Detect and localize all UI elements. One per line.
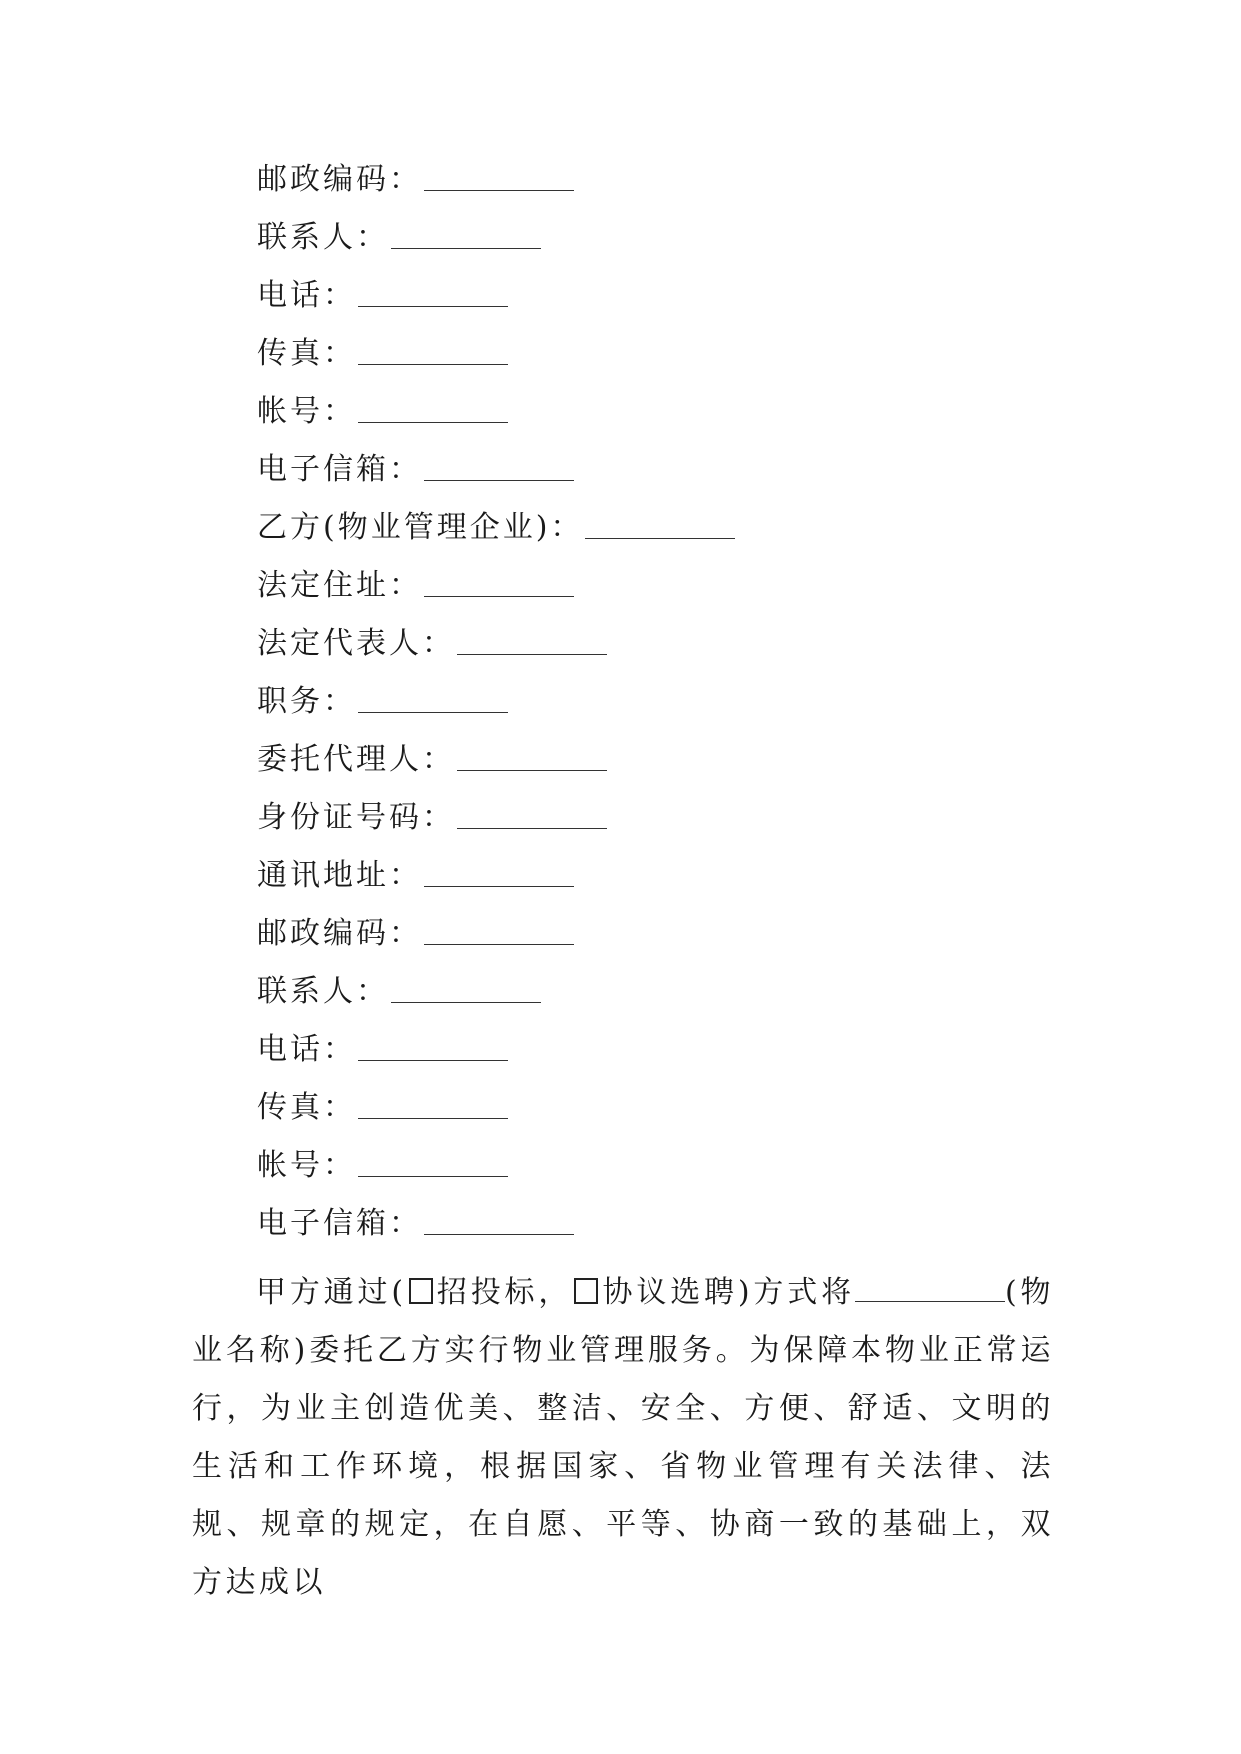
fill-blank bbox=[358, 276, 508, 307]
fill-blank bbox=[358, 392, 508, 423]
fill-blank bbox=[391, 218, 541, 249]
fill-blank bbox=[424, 914, 574, 945]
checkbox-tender[interactable] bbox=[409, 1278, 433, 1304]
field-label: 电话： bbox=[257, 278, 356, 313]
field-row bbox=[257, 624, 735, 682]
field-row bbox=[257, 1030, 735, 1088]
field-label: 联系人： bbox=[257, 974, 389, 1009]
field-label: 电子信箱： bbox=[257, 1206, 422, 1241]
field-row bbox=[257, 682, 735, 740]
fill-blank bbox=[424, 160, 574, 191]
field-label: 邮政编码： bbox=[257, 916, 422, 951]
fill-blank bbox=[424, 1204, 574, 1235]
paragraph-text-2: (物业名称)委托乙方实行物业管理服务。为保障本物业正常运行，为业主创造优美、整洁、安全、方便、舒适、文明的生活和工作环境，根据国家、省物业管理有关法律、法规、规章的规定，在自愿、平等、协商一致的基础上，双方达成以 bbox=[192, 1275, 1054, 1600]
field-row bbox=[257, 508, 735, 566]
field-label: 传真： bbox=[257, 1090, 356, 1125]
field-label: 通讯地址： bbox=[257, 858, 422, 893]
field-row bbox=[257, 334, 735, 392]
option-tender-label: 招投标， bbox=[436, 1275, 573, 1310]
property-name-blank bbox=[855, 1275, 1005, 1302]
fill-blank bbox=[358, 1088, 508, 1119]
field-label: 联系人： bbox=[257, 220, 389, 255]
fill-blank bbox=[358, 1146, 508, 1177]
field-label: 电子信箱： bbox=[257, 452, 422, 487]
fill-blank bbox=[424, 450, 574, 481]
field-row bbox=[257, 276, 735, 334]
field-label: 乙方(物业管理企业)： bbox=[257, 510, 584, 545]
field-label: 帐号： bbox=[257, 1148, 356, 1183]
fill-blank bbox=[457, 740, 607, 771]
field-row bbox=[257, 798, 735, 856]
fill-blank bbox=[457, 624, 607, 655]
fill-blank bbox=[391, 972, 541, 1003]
field-row bbox=[257, 972, 735, 1030]
field-row bbox=[257, 160, 735, 218]
field-row bbox=[257, 740, 735, 798]
field-row bbox=[257, 914, 735, 972]
fill-blank bbox=[424, 856, 574, 887]
fill-blank bbox=[424, 566, 574, 597]
option-negotiation-label: 协议选聘)方式将 bbox=[602, 1275, 855, 1310]
field-row bbox=[257, 1088, 735, 1146]
agreement-paragraph bbox=[192, 1264, 1054, 1612]
fill-blank bbox=[358, 682, 508, 713]
field-label: 委托代理人： bbox=[257, 742, 455, 777]
field-row bbox=[257, 1146, 735, 1204]
field-list bbox=[257, 160, 735, 1262]
field-label: 帐号： bbox=[257, 394, 356, 429]
field-row bbox=[257, 450, 735, 508]
field-row bbox=[257, 566, 735, 624]
fill-blank bbox=[358, 1030, 508, 1061]
field-label: 身份证号码： bbox=[257, 800, 455, 835]
fill-blank bbox=[457, 798, 607, 829]
field-label: 邮政编码： bbox=[257, 162, 422, 197]
field-label: 传真： bbox=[257, 336, 356, 371]
fill-blank bbox=[358, 334, 508, 365]
field-row bbox=[257, 218, 735, 276]
field-row bbox=[257, 856, 735, 914]
field-label: 职务： bbox=[257, 684, 356, 719]
field-row bbox=[257, 392, 735, 450]
fill-blank bbox=[585, 508, 735, 539]
checkbox-negotiation[interactable] bbox=[574, 1278, 598, 1304]
field-label: 法定住址： bbox=[257, 568, 422, 603]
paragraph-text-1: 甲方通过( bbox=[256, 1275, 407, 1310]
field-row bbox=[257, 1204, 735, 1262]
field-label: 法定代表人： bbox=[257, 626, 455, 661]
field-label: 电话： bbox=[257, 1032, 356, 1067]
